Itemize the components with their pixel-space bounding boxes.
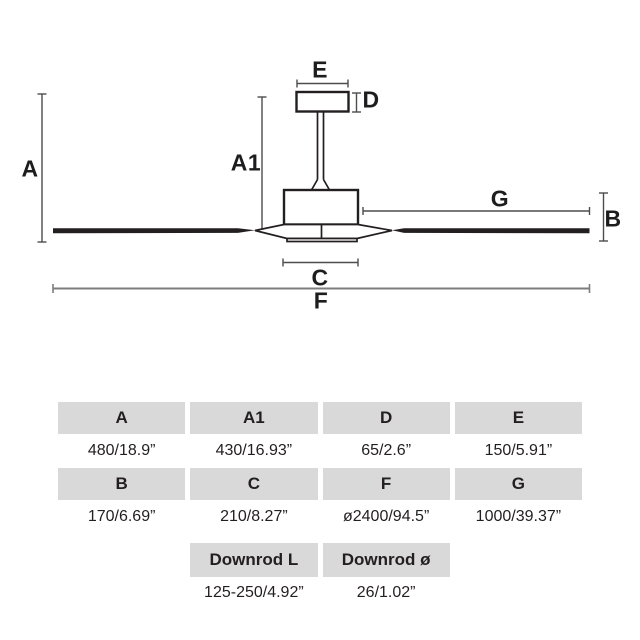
downrod — [312, 112, 330, 190]
spec-header-downrod-diameter: Downrod ø — [323, 543, 450, 577]
dim-label-a1: A1 — [230, 149, 262, 176]
spec-header-f: F — [323, 468, 450, 500]
spec-header-d: D — [323, 402, 450, 434]
spec-header-a: A — [58, 402, 185, 434]
canopy — [297, 92, 349, 112]
spec-header-row-1 — [58, 402, 582, 434]
dim-line-g — [363, 207, 590, 215]
dim-label-b: B — [604, 205, 622, 232]
spec-value-b: 170/6.69” — [87, 508, 156, 525]
spec-value-row-2 — [58, 500, 582, 533]
dim-label-d: D — [362, 86, 380, 113]
spec-header-row-2 — [58, 468, 582, 500]
spec-value-g: 1000/39.37” — [475, 508, 562, 525]
spec-value-e: 150/5.91” — [484, 442, 553, 459]
spec-value-a1: 430/16.93” — [215, 442, 293, 459]
dim-label-c: C — [311, 264, 329, 291]
spec-value-row-downrod — [58, 577, 582, 609]
spec-header-b: B — [58, 468, 185, 500]
spec-header-c: C — [190, 468, 317, 500]
bottom-plate — [287, 239, 357, 242]
blade-right — [392, 228, 590, 233]
spec-value-row-1 — [58, 434, 582, 468]
spec-header-a1: A1 — [190, 402, 317, 434]
blade-hub — [255, 225, 392, 242]
spec-value-f: ø2400/94.5” — [342, 508, 430, 525]
dim-line-d — [352, 93, 361, 112]
spec-header-downrod-length: Downrod L — [190, 543, 317, 577]
spec-value-d: 65/2.6” — [361, 442, 412, 459]
dim-label-g: G — [490, 185, 510, 212]
blade-left — [53, 228, 255, 233]
dim-line-a — [38, 94, 47, 242]
spec-value-downrod-diameter: 26/1.02” — [356, 584, 416, 601]
dim-label-f: F — [313, 287, 329, 314]
spec-value-a: 480/18.9” — [87, 442, 156, 459]
spec-header-g: G — [455, 468, 582, 500]
spec-header-e: E — [455, 402, 582, 434]
dim-label-e: E — [312, 56, 328, 83]
dim-label-a: A — [21, 155, 39, 182]
spec-value-downrod-length: 125-250/4.92” — [204, 584, 304, 601]
spec-value-c: 210/8.27” — [220, 508, 288, 525]
spec-header-row-downrod — [58, 543, 582, 577]
motor-housing — [284, 190, 358, 225]
